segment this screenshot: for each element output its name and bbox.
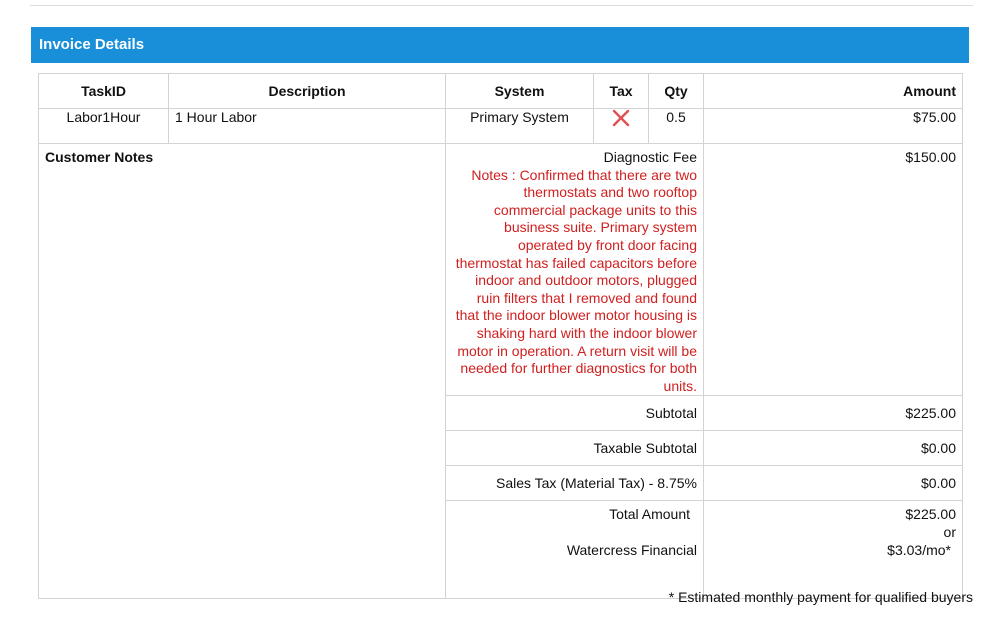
customer-notes-text: Notes : Confirmed that there are two thermostats and two rooftop commercial package units to this business suite. Primary system operated by front door facing thermostat has failed capacitors before indoor and outdoor motors, plugged ruin filters that I removed and found that the indoor blower motor housing is shaking hard with the indoor blower motor in operation. A return visit will be needed for further diagnostics for both units. (455, 166, 697, 394)
col-header-tax: Tax (594, 74, 649, 109)
col-header-qty: Qty (649, 74, 704, 109)
taxable-subtotal-label: Taxable Subtotal (446, 431, 704, 466)
col-header-taskid: TaskID (39, 74, 169, 109)
sales-tax-label: Sales Tax (Material Tax) - 8.75% (446, 466, 704, 501)
table-row (39, 109, 963, 144)
col-header-description: Description (169, 74, 446, 109)
cell-tax (594, 109, 649, 144)
financing-value: $3.03/mo* (887, 541, 951, 558)
invoice-details-header (31, 27, 969, 63)
subtotal-label: Subtotal (446, 396, 704, 431)
col-header-system: System (446, 74, 594, 109)
cell-qty: 0.5 (649, 109, 704, 144)
financing-label: Watercress Financial (566, 541, 697, 558)
sales-tax-value: $0.00 (704, 466, 963, 501)
cell-description: 1 Hour Labor (169, 109, 446, 144)
cell-taskid: Labor1Hour (39, 109, 169, 144)
total-value-cell (704, 501, 963, 599)
diagnostic-fee-label: Diagnostic Fee (603, 149, 697, 165)
total-amount-label: Total Amount (609, 506, 690, 523)
customer-notes-cell (39, 144, 446, 599)
financing-footnote: * Estimated monthly payment for qualified buyers (668, 589, 973, 605)
or-text: or (943, 523, 956, 540)
notes-row (39, 144, 963, 396)
header-title: Invoice Details (39, 36, 145, 53)
diagnostic-fee-cell (446, 144, 704, 396)
total-amount-value: $225.00 (905, 506, 956, 523)
table-header-row (39, 74, 963, 109)
total-label-cell (446, 501, 704, 599)
subtotal-value: $225.00 (704, 396, 963, 431)
diagnostic-fee-amount: $150.00 (704, 144, 963, 396)
taxable-subtotal-value: $0.00 (704, 431, 963, 466)
cell-amount: $75.00 (704, 109, 963, 144)
customer-notes-title: Customer Notes (45, 149, 154, 165)
cell-system: Primary System (446, 109, 594, 144)
top-divider (30, 5, 973, 6)
invoice-table (38, 73, 963, 599)
col-header-amount: Amount (704, 74, 963, 109)
x-icon (612, 109, 630, 127)
